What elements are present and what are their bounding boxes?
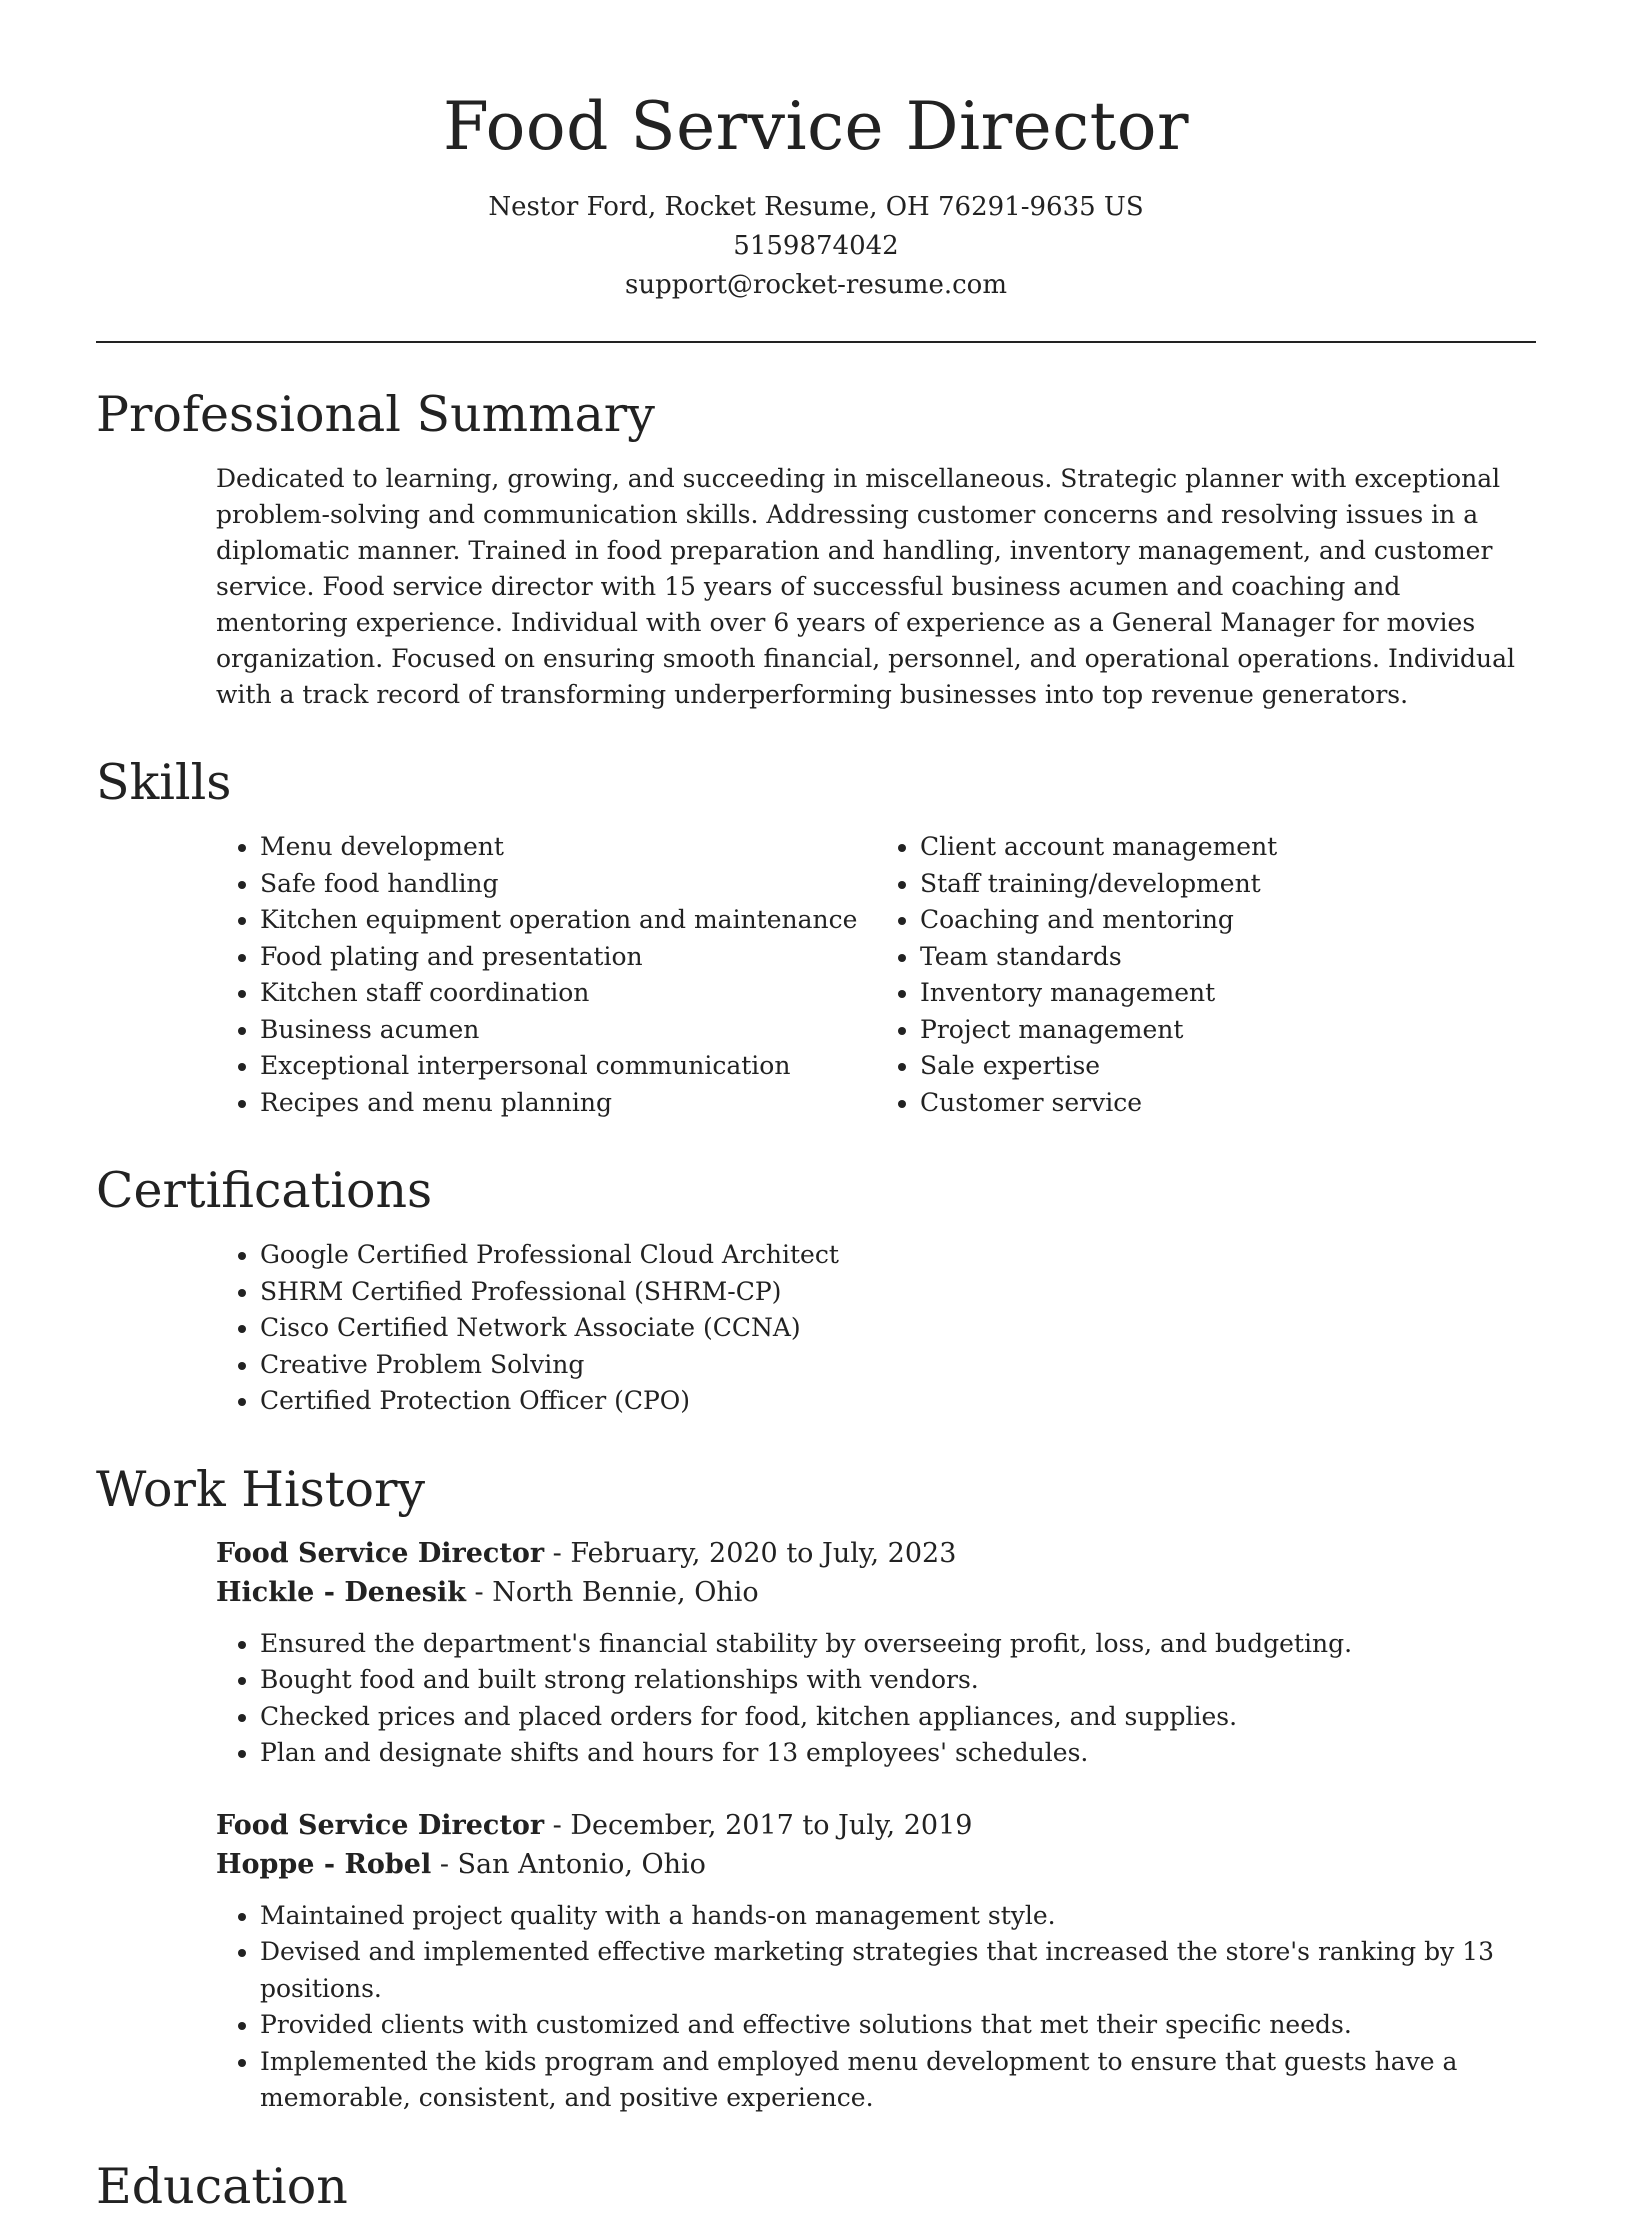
job-company-line — [216, 1573, 1536, 1612]
job-company: Hoppe - Robel — [216, 1848, 432, 1880]
certifications-list — [216, 1237, 1536, 1420]
skill-item: • Kitchen staff coordination — [260, 975, 876, 1012]
summary-heading: Professional Summary — [96, 386, 655, 443]
certifications-section — [216, 1237, 1536, 1420]
job-role: Food Service Director — [216, 1809, 545, 1841]
job-bullet: • Devised and implemented effective marketing strategies that increased the store's ranking by 13 positions. — [260, 1934, 1536, 2007]
skill-item: • Inventory management — [920, 975, 1536, 1012]
job-bullets — [216, 1626, 1536, 1772]
job-bullet: • Ensured the department's financial stability by overseeing profit, loss, and budgeting. — [260, 1626, 1536, 1663]
summary-text: Dedicated to learning, growing, and succeeding in miscellaneous. Strategic planner with exceptional problem-solving and communication skills. Addressing customer concerns and resolving issues in a diplomatic manner. Trained in food preparation and handling, inventory management, and customer service. Food service director with 15 years of successful business acumen and coaching and mentoring experience. Individual with over 6 years of experience as a General Manager for movies organization. Focused on ensuring smooth financial, personnel, and operational operations. Individual with a track record of transforming underperforming businesses into top revenue generators. — [216, 464, 1516, 709]
skill-item: • Kitchen equipment operation and maintenance — [260, 902, 876, 939]
job-dates: - February, 2020 to July, 2023 — [544, 1537, 957, 1569]
contact-address: Nestor Ford, Rocket Resume, OH 76291-9635 US — [488, 192, 1144, 222]
contact-phone: 5159874042 — [733, 231, 899, 261]
certification-item: • Creative Problem Solving — [260, 1347, 1536, 1384]
skills-heading: Skills — [96, 754, 232, 811]
skill-item: • Team standards — [920, 939, 1536, 976]
certification-item: • Cisco Certified Network Associate (CCNA) — [260, 1310, 1536, 1347]
skills-section — [216, 829, 1536, 1121]
certification-item: • Google Certified Professional Cloud Architect — [260, 1237, 1536, 1274]
summary-section — [216, 461, 1536, 713]
job-entry — [216, 1534, 1536, 1772]
job-dates: - December, 2017 to July, 2019 — [544, 1809, 973, 1841]
skills-list-right — [876, 829, 1536, 1121]
skills-list-left — [216, 829, 876, 1121]
skill-item: • Recipes and menu planning — [260, 1085, 876, 1122]
header-divider — [96, 341, 1536, 343]
skill-item: • Sale expertise — [920, 1048, 1536, 1085]
certifications-heading: Certifications — [96, 1162, 433, 1219]
skill-item: • Staff training/development — [920, 866, 1536, 903]
skill-item: • Safe food handling — [260, 866, 876, 903]
job-bullets — [216, 1898, 1536, 2117]
contact-email: support@rocket-resume.com — [624, 270, 1007, 300]
certification-item: • SHRM Certified Professional (SHRM-CP) — [260, 1274, 1536, 1311]
job-bullet: • Implemented the kids program and employed menu development to ensure that guests have a memorable, consistent, and positive experience. — [260, 2044, 1536, 2117]
skill-item: • Menu development — [260, 829, 876, 866]
contact-block — [96, 188, 1536, 305]
job-bullet: • Checked prices and placed orders for food, kitchen appliances, and supplies. — [260, 1699, 1536, 1736]
job-title-line — [216, 1534, 1536, 1573]
skill-item: • Client account management — [920, 829, 1536, 866]
job-bullet: • Plan and designate shifts and hours for 13 employees' schedules. — [260, 1735, 1536, 1772]
skills-grid — [216, 829, 1536, 1121]
resume-title: Food Service Director — [442, 88, 1189, 165]
job-entry — [216, 1806, 1536, 2117]
resume-header — [96, 0, 1536, 305]
certification-item: • Certified Protection Officer (CPO) — [260, 1383, 1536, 1420]
work-history-section — [216, 1534, 1536, 2117]
job-bullet: • Provided clients with customized and effective solutions that met their specific needs. — [260, 2007, 1536, 2044]
skill-item: • Food plating and presentation — [260, 939, 876, 976]
job-title-line — [216, 1806, 1536, 1845]
work-history-heading: Work History — [96, 1460, 426, 1518]
job-role: Food Service Director — [216, 1537, 545, 1569]
job-company: Hickle - Denesik — [216, 1576, 466, 1608]
job-company-line — [216, 1845, 1536, 1884]
job-bullet: • Bought food and built strong relationships with vendors. — [260, 1662, 1536, 1699]
skill-item: • Business acumen — [260, 1012, 876, 1049]
education-heading: Education — [96, 2157, 348, 2215]
job-location: - North Bennie, Ohio — [465, 1576, 759, 1608]
skill-item: • Exceptional interpersonal communication — [260, 1048, 876, 1085]
job-location: - San Antonio, Ohio — [431, 1848, 706, 1880]
skill-item: • Project management — [920, 1012, 1536, 1049]
job-bullet: • Maintained project quality with a hands-on management style. — [260, 1898, 1536, 1935]
skill-item: • Coaching and mentoring — [920, 902, 1536, 939]
skill-item: • Customer service — [920, 1085, 1536, 1122]
